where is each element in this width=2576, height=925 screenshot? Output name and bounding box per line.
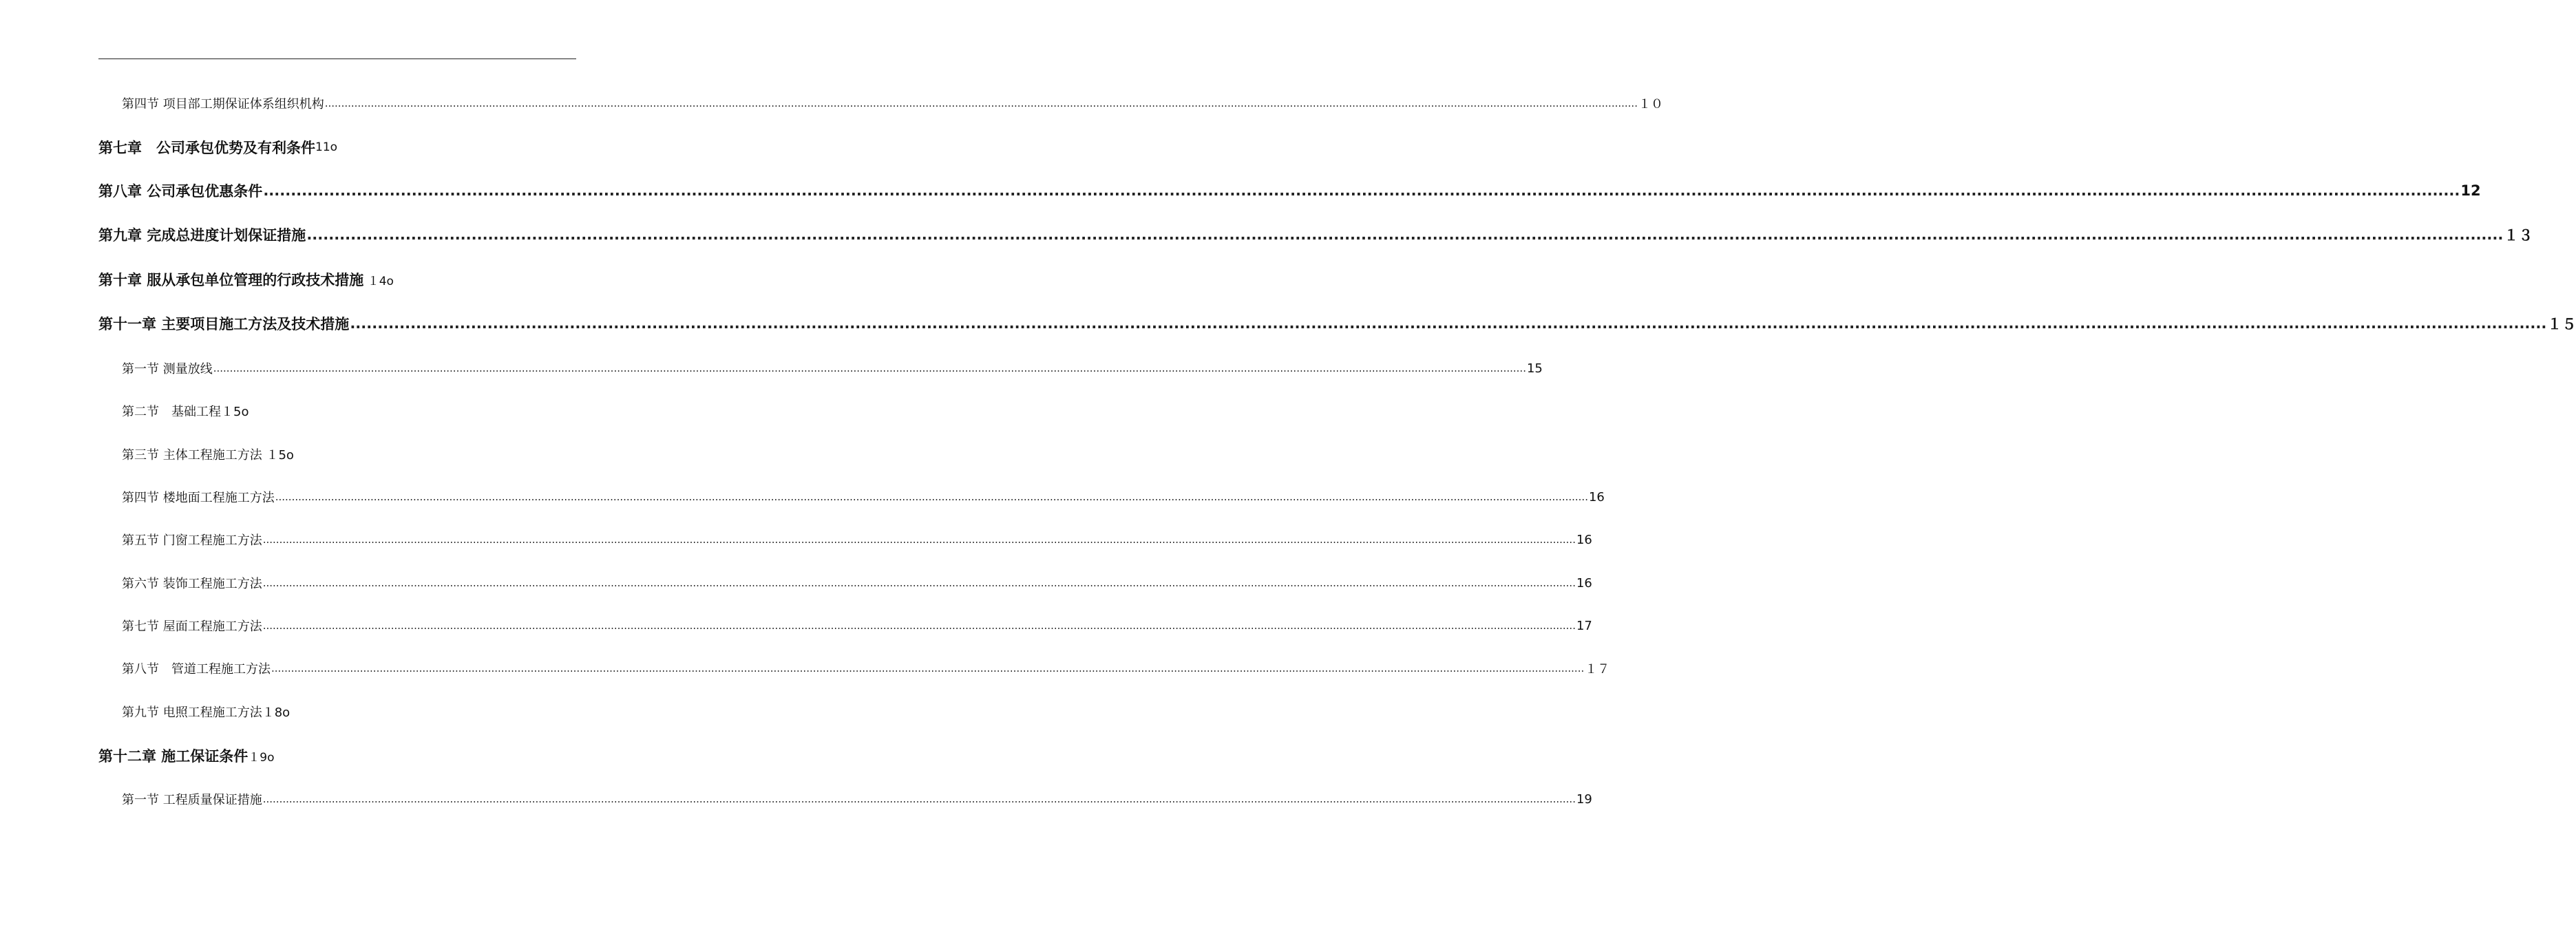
toc-entry-title: 第十二章 施工保证条件 xyxy=(98,748,249,765)
toc-section-entry[interactable] xyxy=(98,613,1592,638)
toc-section-entry[interactable] xyxy=(98,485,1605,509)
toc-entry-title: 第十章 服从承包单位管理的行政技术措施 xyxy=(98,272,364,288)
toc-chapter-entry[interactable] xyxy=(98,743,576,768)
toc-dot-leader: ................................................................................................................................................................................................................................................................................................................................................................................................................ xyxy=(262,577,1576,589)
toc-entry-title: 第十一章 主要项目施工方法及技术措施 xyxy=(98,316,350,332)
toc-section-entry[interactable] xyxy=(98,699,576,724)
toc-page-number: 19 xyxy=(1576,791,1592,807)
toc-page-number: １4o xyxy=(363,274,394,288)
toc-dot-leader: ................................................................................................................................................................................................................................................................................................................................................................................................................ xyxy=(213,362,1526,374)
toc-dot-leader: ................................................................................................................................................................................................................................................................................................................................................................................................................ xyxy=(275,491,1588,503)
toc-page-number: １5o xyxy=(221,405,249,419)
toc-chapter-entry[interactable] xyxy=(98,311,2576,336)
toc-chapter-entry[interactable] xyxy=(98,267,576,292)
toc-entry-title: 第三节 主体工程施工方法 xyxy=(122,448,262,463)
toc-page-number: 15 xyxy=(1526,361,1543,376)
toc-page-number: 16 xyxy=(1576,575,1592,591)
toc-page-number: １７ xyxy=(1585,662,1610,677)
toc-entry-title: 第七节 屋面工程施工方法 xyxy=(122,619,262,634)
toc-entry-title: 第二节 基础工程 xyxy=(122,405,221,419)
toc-chapter-entry[interactable] xyxy=(98,178,2481,203)
toc-dot-leader: ................................................................................................................................................................................................................................................................................................................................................................................................................ xyxy=(262,533,1576,546)
toc-entry-title: 第一节 工程质量保证措施 xyxy=(122,793,262,807)
toc-page-number: 17 xyxy=(1576,618,1592,633)
toc-page-number: １３ xyxy=(2504,227,2533,244)
toc-entry-title: 第四节 项目部工期保证体系组织机构 xyxy=(122,97,324,111)
toc-dot-leader: ................................................................................................................................................................................................................................................................................................................................................................................................................ xyxy=(271,662,1585,674)
toc-entry-title: 第七章 公司承包优势及有利条件 xyxy=(98,140,315,156)
toc-entry-title: 第四节 楼地面工程施工方法 xyxy=(122,491,275,505)
toc-page-number: １9o xyxy=(248,750,275,765)
toc-entry-title: 第五节 门窗工程施工方法 xyxy=(122,533,262,548)
toc-section-entry[interactable] xyxy=(98,656,1610,681)
toc-entry-title: 第八节 管道工程施工方法 xyxy=(122,662,271,677)
toc-dot-leader: ................................................................................................................................................................................................................................................................................................................................................................................................................ xyxy=(263,182,2460,199)
toc-section-entry[interactable] xyxy=(98,398,576,423)
toc-entry-title: 第一节 测量放线 xyxy=(122,362,213,376)
toc-entry-title: 第九节 电照工程施工方法 xyxy=(122,705,262,720)
toc-entry-title: 第九章 完成总进度计划保证措施 xyxy=(98,227,306,244)
toc-chapter-entry[interactable] xyxy=(98,135,576,160)
toc-section-entry[interactable] xyxy=(98,787,1592,811)
toc-page-number: 11o xyxy=(315,140,338,154)
toc-page-number: １8o xyxy=(262,705,291,720)
toc-section-entry[interactable] xyxy=(98,527,1592,552)
toc-page-number: 16 xyxy=(1588,489,1605,504)
toc-dot-leader: ................................................................................................................................................................................................................................................................................................................................................................................................................ xyxy=(262,619,1576,632)
toc-dot-leader: ................................................................................................................................................................................................................................................................................................................................................................................................................ xyxy=(262,793,1576,805)
toc-section-entry[interactable] xyxy=(98,442,576,467)
toc-page-number: １5o xyxy=(262,448,294,463)
toc-entry-title: 第八章 公司承包优惠条件 xyxy=(98,183,263,200)
toc-section-entry[interactable] xyxy=(98,91,1663,116)
toc-entry-title: 第六节 装饰工程施工方法 xyxy=(122,577,262,591)
toc-dot-leader: ................................................................................................................................................................................................................................................................................................................................................................................................................ xyxy=(350,315,2547,332)
toc-dot-leader: ................................................................................................................................................................................................................................................................................................................................................................................................................ xyxy=(324,97,1638,109)
toc-dot-leader: ................................................................................................................................................................................................................................................................................................................................................................................................................ xyxy=(306,226,2504,243)
toc-page-number: 12 xyxy=(2460,182,2481,199)
toc-page-number: 16 xyxy=(1576,532,1592,547)
toc-chapter-entry[interactable] xyxy=(98,222,2533,247)
toc-page-number: １５ xyxy=(2547,316,2576,332)
toc-section-entry[interactable] xyxy=(98,356,1543,381)
toc-section-entry[interactable] xyxy=(98,571,1592,595)
toc-page-number: １０ xyxy=(1638,97,1663,111)
